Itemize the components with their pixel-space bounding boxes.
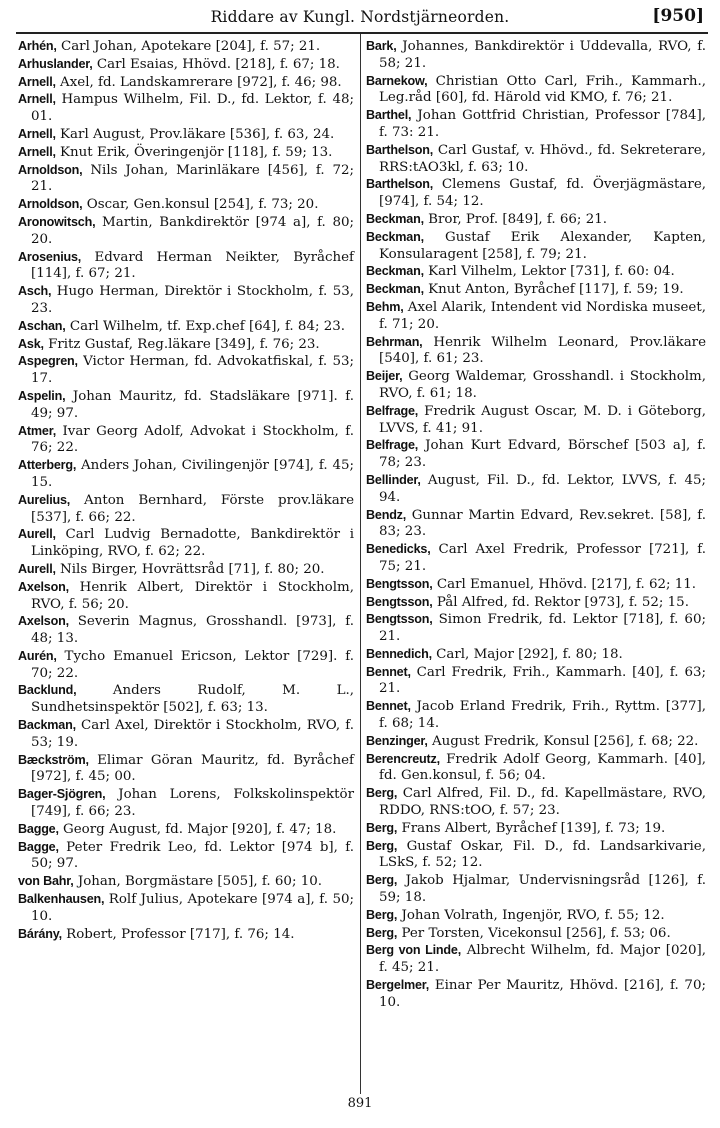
entry-surname: Bennet, [366,664,411,679]
directory-entry [366,176,706,211]
entry-details: Ivar Georg Adolf, Advokat i Stockholm, f. 76; 22. [31,423,354,456]
directory-entry [18,821,354,839]
directory-entry [366,611,706,646]
directory-entry [18,526,354,561]
directory-entry [366,211,706,229]
entry-details: Nils Birger, Hovrättsråd [71], f. 80; 20. [55,561,325,577]
directory-entry [366,368,706,403]
entry-surname: Balkenhausen, [18,892,105,907]
entry-surname: Arnell, [18,74,56,89]
entry-details: Rolf Julius, Apotekare [974 a], f. 50; 10. [31,892,354,924]
entry-details: Per Torsten, Vicekonsul [256], f. 53; 06. [397,925,671,941]
directory-entry [366,664,706,699]
directory-entry [18,283,354,318]
entry-details: Elimar Göran Mauritz, fd. Byråchef [972], f. 45; 00. [31,752,354,785]
entry-details: Johan Gottfrid Christian, Professor [784], f. 73: 21. [379,108,706,140]
entry-details: Nils Johan, Marinläkare [456], f. 72; 21. [31,162,354,195]
header-rule [16,32,708,34]
directory-entry [366,507,706,542]
entry-surname: Arhuslander, [18,56,93,71]
entry-details: Clemens Gustaf, fd. Överjägmästare, [974], f. 54; 12. [379,177,706,210]
entry-details: Gustaf Erik Alexander, Kapten, Konsularagent [258], f. 79; 21. [379,229,706,262]
entry-surname: Axelson, [18,579,69,594]
entry-surname: Backman, [18,718,76,733]
running-title: Riddare av Kungl. Nordstjärneorden. [210,8,510,26]
entry-details: Frans Albert, Byråchef [139], f. 73; 19. [397,820,666,836]
directory-entry [366,281,706,299]
directory-entry [18,162,354,197]
entry-surname: Berg, [366,786,398,801]
entry-surname: von Bahr, [18,874,74,889]
entry-surname: Arosenius, [18,249,82,264]
entry-details: Johan Mauritz, fd. Stadsläkare [971]. f. 49; 97. [31,388,354,421]
entry-surname: Arnoldson, [18,197,83,212]
entry-details: Carl Alfred, Fil. D., fd. Kapellmästare, RVO, RDDO, RNS:tOO, f. 57; 23. [379,786,706,819]
directory-entry [366,594,706,612]
entry-details: Carl Ludvig Bernadotte, Bankdirektör i Linköping, RVO, f. 62; 22. [31,527,354,560]
directory-entry [366,541,706,576]
entry-details: Carl Wilhelm, tf. Exp.chef [64], f. 84; 23. [65,318,346,334]
entry-details: Edvard Herman Neikter, Byråchef [114], f. 67; 21. [31,249,354,282]
entry-surname: Benedicks, [366,542,431,557]
entry-details: Carl, Major [292], f. 80; 18. [431,646,623,662]
directory-entry [366,820,706,838]
right-column [366,38,706,1012]
entry-details: Anton Bernhard, Förste prov.läkare [537], f. 66; 22. [31,492,354,525]
entry-surname: Barthelson, [366,142,434,157]
entry-surname: Berencreutz, [366,751,440,766]
entry-surname: Bengtsson, [366,594,433,609]
entry-details: Henrik Wilhelm Leonard, Prov.läkare [540], f. 61; 23. [379,334,706,367]
directory-entry [18,561,354,579]
directory-entry [18,91,354,126]
entry-details: Carl Axel, Direktör i Stockholm, RVO, f. 53; 19. [31,718,354,750]
entry-surname: Belfrage, [366,403,419,418]
entry-surname: Atmer, [18,423,56,438]
page-number-bracketed: [950] [652,6,704,26]
entry-surname: Berg, [366,873,398,888]
entry-details: Henrik Albert, Direktör i Stockholm, RVO, f. 56; 20. [31,579,354,612]
directory-entry [366,299,706,334]
entry-details: Axel, fd. Landskamrerare [972], f. 46; 98. [55,74,342,90]
directory-entry [366,437,706,472]
directory-entry [366,942,706,977]
entry-details: Johan Kurt Edvard, Börschef [503 a], f. 78; 23. [379,438,706,471]
directory-entry [18,873,354,891]
entry-details: Fredrik Adolf Georg, Kammarh. [40], fd. Gen.konsul, f. 56; 04. [379,751,706,784]
entry-surname: Asch, [18,284,52,299]
entry-surname: Berg von Linde, [366,943,462,958]
directory-entry [18,388,354,423]
directory-entry [18,839,354,874]
directory-entry [366,403,706,438]
entry-surname: Beijer, [366,369,403,384]
directory-entry [366,785,706,820]
entry-surname: Beckman, [366,264,424,279]
directory-entry [18,214,354,249]
entry-surname: Bergelmer, [366,978,430,993]
entry-surname: Bagge, [18,821,59,836]
directory-entry [18,492,354,527]
directory-entry [366,334,706,369]
entry-surname: Barthelson, [366,177,434,192]
entry-details: Carl Johan, Apotekare [204], f. 57; 21. [56,39,321,54]
entry-surname: Barnekow, [366,73,428,88]
entry-details: Martin, Bankdirektör [974 a], f. 80; 20. [31,214,354,247]
entry-surname: Arnell, [18,126,56,141]
entry-details: Tycho Emanuel Ericson, Lektor [729]. f. 70; 22. [31,648,354,681]
entry-details: Hampus Wilhelm, Fil. D., fd. Lektor, f. 48; 01. [31,92,354,125]
entry-details: Robert, Professor [717], f. 76; 14. [61,926,295,942]
entry-surname: Belfrage, [366,438,419,453]
entry-surname: Arnell, [18,92,56,107]
entry-surname: Beckman, [366,229,424,244]
entry-surname: Bárány, [18,926,62,941]
entry-surname: Aurén, [18,648,57,663]
entry-details: Christian Otto Carl, Frih., Kammarh., Leg.råd [60], fd. Härold vid KMO, f. 76; 21. [379,73,706,106]
left-column [18,38,354,943]
directory-entry [366,646,706,664]
entry-surname: Aurelius, [18,492,71,507]
entry-surname: Aurell, [18,561,56,576]
entry-details: Carl Axel Fredrik, Professor [721], f. 75; 21. [379,542,706,574]
entry-details: Georg August, fd. Major [920], f. 47; 18. [58,821,337,837]
entry-surname: Berg, [366,907,398,922]
page-header [16,4,704,34]
entry-surname: Bennet, [366,699,411,714]
entry-surname: Axelson, [18,614,69,629]
entry-surname: Aspelin, [18,388,66,403]
entry-details: Pål Alfred, fd. Rektor [973], f. 52; 15. [432,594,689,610]
entry-details: Johan Volrath, Ingenjör, RVO, f. 55; 12. [397,907,665,923]
entry-details: Karl August, Prov.läkare [536], f. 63, 24. [55,126,335,142]
directory-entry [18,648,354,683]
entry-details: Fritz Gustaf, Reg.läkare [349], f. 76; 23. [43,336,320,352]
directory-entry [366,263,706,281]
entry-details: Johan Lorens, Folkskolinspektör [749], f. 66; 23. [31,787,354,820]
entry-surname: Behrman, [366,334,423,349]
directory-entry [18,249,354,284]
directory-entry [366,472,706,507]
entry-surname: Arnell, [18,144,56,159]
entry-details: Johannes, Bankdirektör i Uddevalla, RVO, f. 58; 21. [379,39,706,71]
entry-surname: Beckman, [366,211,424,226]
directory-entry [366,838,706,873]
directory-entry [18,74,354,92]
directory-entry [366,907,706,925]
entry-surname: Bæckström, [18,752,89,767]
entry-details: Victor Herman, fd. Advokatfiskal, f. 53; 17. [31,354,354,387]
entry-surname: Aurell, [18,527,56,542]
column-divider [360,34,361,1094]
entry-surname: Arhén, [18,39,57,53]
directory-entry [366,73,706,108]
entry-details: Knut Erik, Överingenjör [118], f. 59; 13. [55,144,333,160]
directory-entry [366,733,706,751]
entry-details: Anders Johan, Civilingenjör [974], f. 45; 15. [31,458,354,490]
directory-entry [366,872,706,907]
entry-surname: Bendz, [366,507,407,522]
entry-details: Jakob Hjalmar, Undervisningsråd [126], f. 59; 18. [379,873,706,906]
entry-surname: Bager-Sjögren, [18,787,106,802]
entry-surname: Aschan, [18,318,66,333]
entry-details: Carl Gustaf, v. Hhövd., fd. Sekreterare, RRS:tAO3kl, f. 63; 10. [379,142,706,175]
directory-entry [18,891,354,926]
entry-surname: Berg, [366,838,398,853]
directory-entry [366,38,706,73]
entry-surname: Benzinger, [366,733,428,748]
directory-entry [18,144,354,162]
entry-details: Anders Rudolf, M. L., Sundhetsinspektör [502], f. 63; 13. [31,683,354,716]
directory-entry [366,751,706,786]
directory-entry [18,423,354,458]
entry-details: Johan, Borgmästare [505], f. 60; 10. [73,874,323,890]
entry-surname: Bellinder, [366,472,421,487]
entry-details: Oscar, Gen.konsul [254], f. 73; 20. [82,197,319,213]
directory-entry [18,38,354,56]
entry-surname: Berg, [366,925,398,940]
directory-entry [18,56,354,74]
entry-surname: Behm, [366,299,404,314]
directory-entry [18,196,354,214]
entry-details: Hugo Herman, Direktör i Stockholm, f. 53, 23. [31,284,354,316]
entry-surname: Bengtsson, [366,576,433,591]
directory-entry [366,576,706,594]
entry-surname: Bengtsson, [366,612,433,627]
entry-details: Carl Fredrik, Frih., Kammarh. [40], f. 63; 21. [379,664,706,697]
entry-details: Peter Fredrik Leo, fd. Lektor [974 b], f. 50; 97. [31,839,354,872]
directory-entry [366,977,706,1012]
entry-surname: Ask, [18,336,44,351]
entry-details: Knut Anton, Byråchef [117], f. 59; 19. [423,282,684,298]
entry-details: Gustaf Oskar, Fil. D., fd. Landsarkivarie, LSkS, f. 52; 12. [379,838,706,871]
directory-entry [18,752,354,787]
entry-surname: Aronowitsch, [18,214,96,229]
directory-entry [366,142,706,177]
entry-surname: Arnoldson, [18,162,83,177]
directory-entry [18,579,354,614]
entry-details: Simon Fredrik, fd. Lektor [718], f. 60; 21. [379,612,706,645]
directory-entry [366,107,706,142]
directory-entry [18,353,354,388]
entry-details: Axel Alarik, Intendent vid Nordiska museet, f. 71; 20. [379,299,706,332]
directory-entry [18,926,354,944]
page-footer-number: 891 [347,1096,373,1111]
entry-details: Carl Esaias, Hhövd. [218], f. 67; 18. [92,56,340,72]
directory-entry [18,717,354,752]
entry-details: August, Fil. D., fd. Lektor, LVVS, f. 45; 94. [379,472,706,505]
directory-entry [18,682,354,717]
entry-details: August Fredrik, Konsul [256], f. 68; 22. [427,733,699,749]
entry-details: Gunnar Martin Edvard, Rev.sekret. [58], f. 83; 23. [379,507,706,540]
entry-surname: Beckman, [366,282,424,297]
entry-surname: Aspegren, [18,354,78,369]
entry-details: Severin Magnus, Grosshandl. [973], f. 48; 13. [31,614,354,647]
directory-entry [18,457,354,492]
directory-entry [366,698,706,733]
entry-details: Fredrik August Oscar, M. D. i Göteborg, LVVS, f. 41; 91. [379,403,706,436]
directory-entry [366,229,706,264]
entry-surname: Bark, [366,39,397,53]
entry-details: Karl Vilhelm, Lektor [731], f. 60: 04. [423,264,675,280]
entry-surname: Atterberg, [18,458,77,473]
entry-surname: Backlund, [18,683,77,698]
entry-details: Georg Waldemar, Grosshandl. i Stockholm, RVO, f. 61; 18. [379,369,706,401]
entry-details: Bror, Prof. [849], f. 66; 21. [423,211,607,227]
directory-entry [18,786,354,821]
entry-details: Einar Per Mauritz, Hhövd. [216], f. 70; 10. [379,978,706,1010]
entry-details: Carl Emanuel, Hhövd. [217], f. 62; 11. [432,576,697,592]
directory-entry [18,318,354,336]
entry-details: Albrecht Wilhelm, fd. Major [020], f. 45; 21. [379,943,706,976]
directory-entry [18,336,354,354]
entry-surname: Barthel, [366,108,412,123]
entry-surname: Berg, [366,820,398,835]
directory-entry [18,126,354,144]
entry-surname: Bagge, [18,839,59,854]
directory-entry [366,925,706,943]
entry-surname: Bennedich, [366,646,432,661]
directory-entry [18,613,354,648]
entry-details: Jacob Erland Fredrik, Frih., Ryttm. [377], f. 68; 14. [379,699,706,732]
